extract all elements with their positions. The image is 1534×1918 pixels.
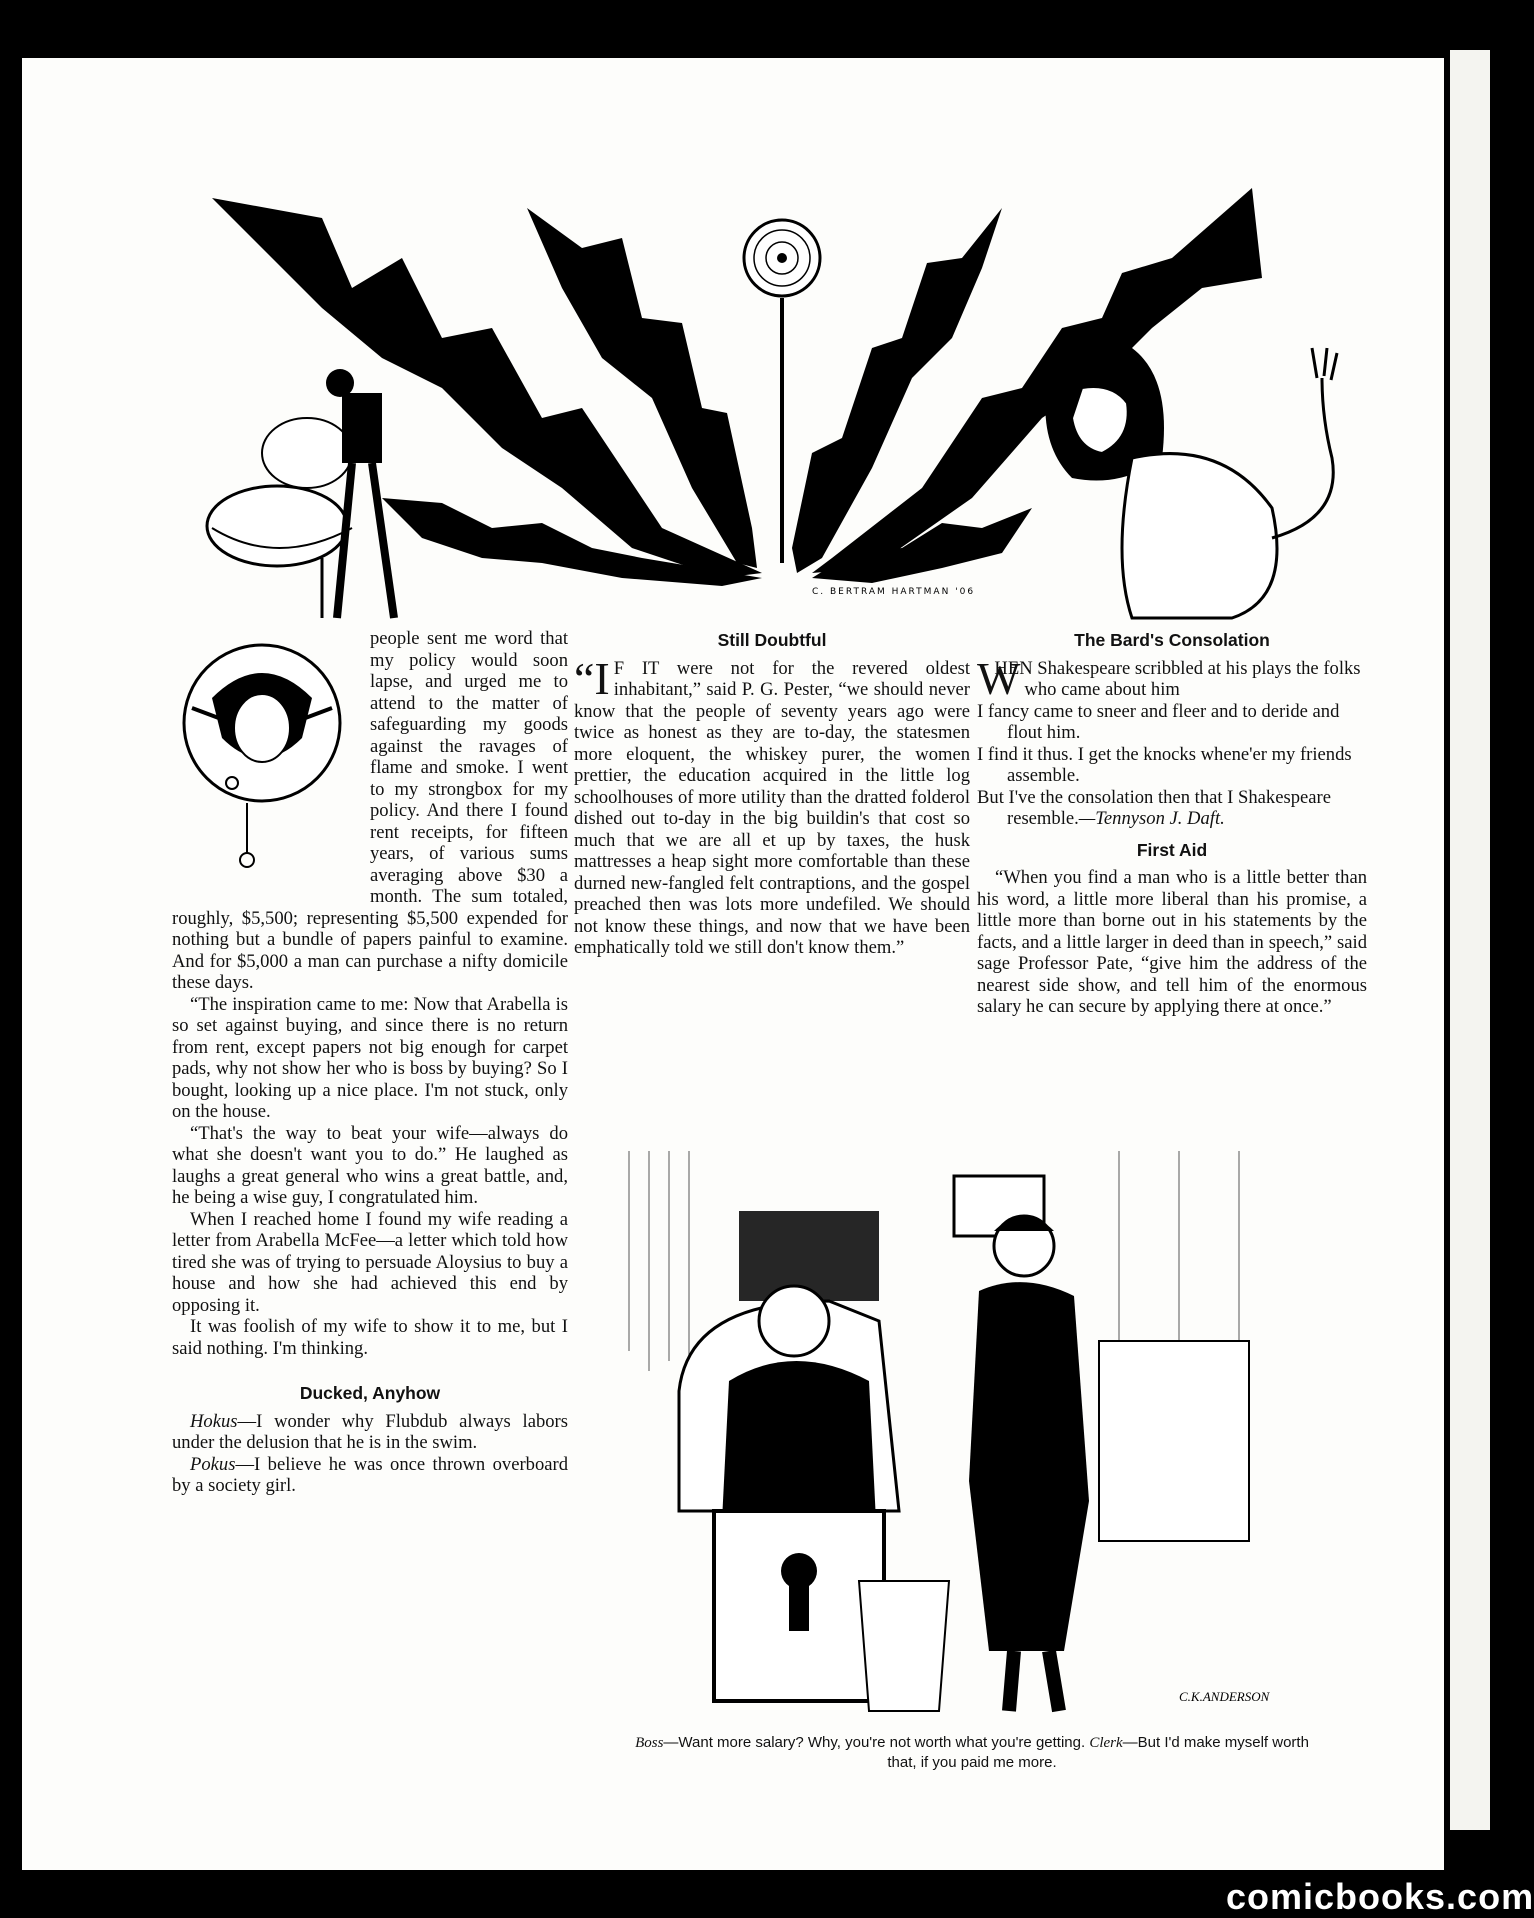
still-doubtful-dropcap: “I <box>574 652 610 704</box>
col1-paragraph-5: It was foolish of my wife to show it to me, but I said nothing. I'm thinking. <box>172 1316 568 1359</box>
col1-paragraph-1-text: people sent me word that my policy would soon lapse, and urged me to attend to the matter of safeguarding my goods against the ravages of flame and smoke. I went to my strongbox for my policy. And there I found rent receipts, for fifteen years, of various sums averaging above $30 a month. The sum totaled, roughly, $5,500; representing $5,500 expended for nothing but a bundle of papers painful to examine. And for $5,000 a man can purchase a nifty domicile these days. <box>172 628 568 993</box>
column-1 <box>172 628 568 1497</box>
column-3 <box>977 626 1367 1018</box>
poem-line-4-text: But I've the consolation then that I Shakespeare resemble. <box>977 786 1331 829</box>
boss-clerk-cartoon <box>619 1151 1289 1729</box>
hokus-text: —I wonder why Flubdub always labors under the delusion that he is in the swim. <box>172 1410 568 1453</box>
poem-line-2: I fancy came to sneer and fleer and to deride and flout him. <box>977 700 1340 743</box>
column-2 <box>574 626 970 959</box>
still-doubtful-body <box>574 652 970 959</box>
pokus-speaker: Pokus <box>190 1453 236 1475</box>
poem-line-1 <box>977 652 1367 704</box>
col1-paragraph-3: “That's the way to beat your wife—always do what she doesn't want you to do.” He laughed as laughs a great general who wins a great battle, and, he being a wise guy, I congratulated him. <box>172 1122 568 1208</box>
bards-consolation-heading: The Bard's Consolation <box>1074 630 1270 650</box>
clerk-text: —But I'd make myself worth that, if you paid me more. <box>887 1734 1309 1771</box>
bards-consolation-poem <box>977 652 1367 830</box>
hokus-speaker: Hokus <box>190 1410 238 1432</box>
ducked-anyhow-heading: Ducked, Anyhow <box>299 1383 441 1403</box>
site-watermark: comicbooks.com <box>1226 1876 1534 1917</box>
adjacent-page-edge <box>1450 50 1490 1830</box>
pokus-line <box>172 1454 568 1497</box>
artist-signature: C. BERTRAM HARTMAN '06 <box>812 587 976 597</box>
cartoon-signature: C.K.ANDERSON <box>1179 1689 1270 1704</box>
poem-line-4 <box>977 787 1367 830</box>
dandelion-header-illustration <box>22 58 1444 618</box>
dancing-couple-illustration <box>207 369 394 618</box>
poem-dropcap: W <box>977 652 1021 704</box>
still-doubtful-heading: Still Doubtful <box>717 630 827 650</box>
hokus-line <box>172 1411 568 1454</box>
clerk-label: Clerk <box>1089 1735 1123 1751</box>
cartoon-caption <box>632 1733 1312 1772</box>
first-aid-body: “When you find a man who is a little better than his word, a little more liberal than his promise, a little more than borne out in his statements by the facts, and a little larger in deed than in speech,” said sage Professor Pate, “give him the address of the nearest side show, and tell him of the enormous salary he can secure by applying there at once.” <box>977 867 1367 1017</box>
first-aid-heading: First Aid <box>1136 839 1208 860</box>
col1-paragraph-2: “The inspiration came to me: Now that Arabella is so set against buying, and since there is no return from rent, except papers not big enough for carpet pads, why not show her who is boss by buying? So I bought, looking up a nice place. I'm not stuck, only on the house. <box>172 993 568 1122</box>
pokus-text: —I believe he was once thrown overboard by a society girl. <box>172 1453 568 1496</box>
poem-line-3: I find it thus. I get the knocks whene'er my friends assemble. <box>977 743 1352 786</box>
lion-illustration <box>1045 340 1337 618</box>
poem-line-1-text: HEN Shakespeare scribbled at his plays the folks who came about him <box>994 657 1361 700</box>
still-doubtful-text: F IT were not for the revered oldest inhabitant,” said P. G. Pester, “we should never know that the people of seventy years ago were twice as honest as they are to-day, the statesmen more eloquent, the whiskey purer, the women prettier, the education acquired in the little log schoolhouses of more utility than the dratted folderol dished out to-day in the big buildin's that cost so much that we are all et up by taxes, the husk mattresses a heap sight more comfortable than these durned new-fangled felt contraptions, and the gospel preached then was lots more undefiled. We should not know these things, and now that we have been emphatically told we still don't know them.” <box>574 657 970 958</box>
col1-paragraph-1 <box>172 628 568 994</box>
col1-paragraph-4: When I reached home I found my wife reading a letter from Arabella McFee—a letter which told how tired she was of trying to persuade Aloysius to buy a house and how she had achieved this end by opposing it. <box>172 1208 568 1316</box>
boss-text: —Want more salary? Why, you're not worth what you're getting. <box>663 1734 1086 1751</box>
boss-label: Boss <box>635 1735 664 1751</box>
poem-author: —Tennyson J. Daft. <box>1078 808 1225 829</box>
magazine-page <box>22 58 1444 1870</box>
jester-face-illustration <box>172 628 362 888</box>
